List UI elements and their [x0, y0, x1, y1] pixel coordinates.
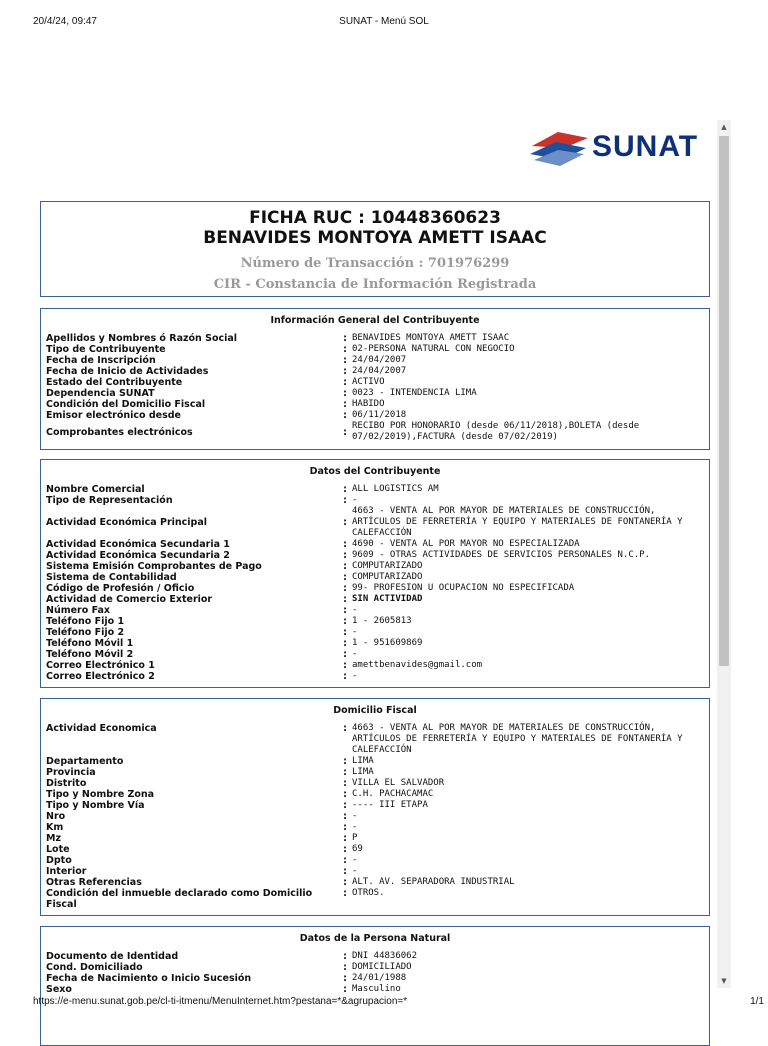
- field-label: Estado del Contribuyente: [46, 377, 183, 388]
- field-row: [46, 833, 704, 844]
- field-label: Actividad Económica Principal: [46, 517, 208, 528]
- field-row: [46, 377, 704, 388]
- field-value: 1 - 951609869: [352, 638, 423, 648]
- field-label: Tipo de Representación: [46, 495, 173, 506]
- field-value: OTROS.: [352, 888, 385, 898]
- field-row: [46, 811, 704, 822]
- field-value: 24/04/2007: [352, 355, 407, 365]
- section-title: Domicilio Fiscal: [333, 705, 417, 716]
- field-value: -: [352, 811, 358, 821]
- field-label: Nombre Comercial: [46, 484, 145, 495]
- field-label: Otras Referencias: [46, 877, 142, 888]
- field-separator: :: [343, 888, 347, 899]
- field-label: Número Fax: [46, 605, 111, 616]
- field-separator: :: [343, 649, 347, 660]
- field-label: Provincia: [46, 767, 96, 778]
- scroll-up-arrow-icon[interactable]: ▲: [721, 123, 727, 131]
- field-value: DOMICILIADO: [352, 962, 412, 972]
- field-label: Apellidos y Nombres ó Razón Social: [46, 333, 238, 344]
- section-title: Información General del Contribuyente: [270, 315, 480, 326]
- field-label: Correo Electrónico 1: [46, 660, 155, 671]
- field-row: [46, 671, 704, 682]
- field-separator: :: [343, 833, 347, 844]
- field-separator: :: [343, 660, 347, 671]
- field-label: Correo Electrónico 2: [46, 671, 155, 682]
- field-row: [46, 550, 704, 561]
- field-value: 02-PERSONA NATURAL CON NEGOCIO: [352, 344, 515, 354]
- field-value: C.H. PACHACAMAC: [352, 789, 434, 799]
- field-label: Distrito: [46, 778, 87, 789]
- field-row: [46, 778, 704, 789]
- field-separator: :: [343, 583, 347, 594]
- field-row: [46, 399, 704, 410]
- field-row: [46, 767, 704, 778]
- field-separator: :: [343, 627, 347, 638]
- field-value: COMPUTARIZADO: [352, 561, 423, 571]
- field-row: [46, 984, 704, 995]
- field-value: 69: [352, 844, 363, 854]
- field-separator: :: [343, 638, 347, 649]
- section-title: Datos de la Persona Natural: [299, 933, 451, 944]
- field-label: Teléfono Fijo 1: [46, 616, 125, 627]
- field-label: Fecha de Inscripción: [46, 355, 156, 366]
- field-separator: :: [343, 410, 347, 421]
- field-label: Tipo y Nombre Zona: [46, 789, 155, 800]
- field-row: [46, 539, 704, 550]
- field-separator: :: [343, 366, 347, 377]
- field-separator: :: [343, 756, 347, 767]
- print-page-number: 1/1: [750, 996, 764, 1007]
- field-separator: :: [343, 426, 347, 438]
- section-persona: [40, 926, 710, 1046]
- field-label: Tipo y Nombre Vía: [46, 800, 145, 811]
- field-row: [46, 627, 704, 638]
- field-value: -: [352, 495, 358, 505]
- field-separator: :: [343, 388, 347, 399]
- transaction-number: Número de Transacción : 701976299: [240, 256, 510, 271]
- field-label: Emisor electrónico desde: [46, 410, 181, 421]
- field-separator: :: [343, 539, 347, 550]
- field-label: Departamento: [46, 756, 124, 767]
- field-separator: :: [343, 984, 347, 995]
- field-label: Actividad Economica: [46, 723, 157, 734]
- field-label: Teléfono Fijo 2: [46, 627, 125, 638]
- field-value: ALT. AV. SEPARADORA INDUSTRIAL: [352, 877, 515, 887]
- field-label: Fecha de Inicio de Actividades: [46, 366, 209, 377]
- field-row: [46, 866, 704, 877]
- print-url: https://e-menu.sunat.gob.pe/cl-ti-itmenu/MenuInternet.htm?pestana=*&agrupacion=*: [33, 996, 408, 1007]
- field-label: Km: [46, 822, 64, 833]
- field-row: [46, 822, 704, 833]
- section-general: [40, 308, 710, 450]
- field-separator: :: [343, 333, 347, 344]
- field-label: Actividad Económica Secundaria 2: [46, 550, 230, 561]
- field-value: -: [352, 866, 358, 876]
- field-row: [46, 366, 704, 377]
- field-label: Actividad de Comercio Exterior: [46, 594, 213, 605]
- field-label: Código de Profesión / Oficio: [46, 583, 195, 594]
- field-row: [46, 605, 704, 616]
- sunat-logo-text: SUNAT: [592, 130, 699, 163]
- field-value: COMPUTARIZADO: [352, 572, 423, 582]
- field-value: amettbenavides@gmail.com: [352, 660, 483, 670]
- field-label: Sexo: [46, 984, 72, 995]
- field-row: [46, 877, 704, 888]
- cir-label: CIR - Constancia de Información Registrada: [213, 277, 537, 292]
- field-row: [46, 506, 704, 539]
- field-label: Comprobantes electrónicos: [46, 426, 193, 438]
- field-separator: :: [343, 572, 347, 583]
- field-separator: :: [343, 399, 347, 410]
- field-separator: :: [343, 616, 347, 627]
- field-row: [46, 616, 704, 627]
- field-value: 4663 - VENTA AL POR MAYOR DE MATERIALES DE CONSTRUCCIÓN, ARTÍCULOS DE FERRETERÍA Y EQUIPO Y MATERIALES DE FONTANERÍA Y CALEFACCIÓN: [352, 506, 683, 538]
- field-separator: :: [343, 800, 347, 811]
- field-label: Dpto: [46, 855, 72, 866]
- document-viewport: [0, 120, 768, 995]
- field-row: [46, 572, 704, 583]
- field-value: 06/11/2018: [352, 410, 407, 420]
- field-separator: :: [343, 855, 347, 866]
- field-row: [46, 495, 704, 506]
- field-value: ACTIVO: [352, 377, 385, 387]
- field-row: [46, 855, 704, 866]
- field-label: Sistema de Contabilidad: [46, 572, 177, 583]
- field-separator: :: [343, 495, 347, 506]
- field-value: 4663 - VENTA AL POR MAYOR DE MATERIALES DE CONSTRUCCIÓN, ARTÍCULOS DE FERRETERÍA Y EQUIPO Y MATERIALES DE FONTANERÍA Y CALEFACCIÓN: [352, 723, 683, 755]
- field-value: LIMA: [352, 756, 374, 766]
- field-value: 99- PROFESION U OCUPACION NO ESPECIFICADA: [352, 583, 575, 593]
- field-row: [46, 649, 704, 660]
- field-label: Teléfono Móvil 2: [46, 649, 134, 660]
- field-row: [46, 756, 704, 767]
- field-separator: :: [343, 355, 347, 366]
- field-value: -: [352, 671, 358, 681]
- field-row: [46, 333, 704, 344]
- field-value: 24/04/2007: [352, 366, 407, 376]
- scroll-down-arrow-icon[interactable]: ▼: [721, 977, 727, 985]
- field-value: VILLA EL SALVADOR: [352, 778, 445, 788]
- print-datetime: 20/4/24, 09:47: [33, 16, 97, 27]
- field-label: Cond. Domiciliado: [46, 962, 143, 973]
- scrollbar[interactable]: [717, 120, 731, 988]
- field-separator: :: [343, 866, 347, 877]
- field-value: SIN ACTIVIDAD: [352, 594, 423, 604]
- field-separator: :: [343, 723, 347, 734]
- field-row: [46, 355, 704, 366]
- field-separator: :: [343, 778, 347, 789]
- ficha-ruc-number: FICHA RUC : 10448360623: [249, 208, 501, 228]
- field-separator: :: [343, 561, 347, 572]
- field-value: -: [352, 605, 358, 615]
- field-value: 4690 - VENTA AL POR MAYOR NO ESPECIALIZADA: [352, 539, 580, 549]
- field-row: [46, 388, 704, 399]
- field-value: LIMA: [352, 767, 374, 777]
- field-row: [46, 800, 704, 811]
- field-label: Nro: [46, 811, 66, 822]
- field-value: 9609 - OTRAS ACTIVIDADES DE SERVICIOS PERSONALES N.C.P.: [352, 550, 651, 560]
- field-label: Tipo de Contribuyente: [46, 344, 166, 355]
- field-separator: :: [343, 517, 347, 528]
- field-row: [46, 973, 704, 984]
- field-label: Condición del Domicilio Fiscal: [46, 399, 206, 410]
- field-label: Teléfono Móvil 1: [46, 638, 134, 649]
- taxpayer-name: BENAVIDES MONTOYA AMETT ISAAC: [203, 228, 547, 248]
- field-row: [46, 638, 704, 649]
- field-separator: :: [343, 767, 347, 778]
- field-value: Masculino: [352, 984, 401, 994]
- field-label: Interior: [46, 866, 87, 877]
- field-separator: :: [343, 484, 347, 495]
- field-separator: :: [343, 344, 347, 355]
- field-label: Actividad Económica Secundaria 1: [46, 539, 230, 550]
- section-datos: [40, 459, 710, 688]
- field-separator: :: [343, 605, 347, 616]
- field-separator: :: [343, 877, 347, 888]
- field-value: 1 - 2605813: [352, 616, 412, 626]
- field-row: [46, 561, 704, 572]
- field-separator: :: [343, 811, 347, 822]
- field-label: Sistema Emisión Comprobantes de Pago: [46, 561, 262, 572]
- field-separator: :: [343, 973, 347, 984]
- field-row: [46, 723, 704, 756]
- field-value: P: [352, 833, 358, 843]
- field-row: [46, 410, 704, 421]
- scrollbar-thumb[interactable]: [719, 136, 729, 666]
- print-title: SUNAT - Menú SOL: [339, 16, 429, 27]
- field-label: Lote: [46, 844, 70, 855]
- field-row: [46, 888, 704, 910]
- field-value: 24/01/1988: [352, 973, 407, 983]
- field-separator: :: [343, 844, 347, 855]
- field-value: BENAVIDES MONTOYA AMETT ISAAC: [352, 333, 510, 343]
- field-row: [46, 951, 704, 962]
- field-label: Dependencia SUNAT: [46, 388, 155, 399]
- field-row: [46, 421, 704, 443]
- field-value: -: [352, 627, 358, 637]
- field-value: ALL LOGISTICS AM: [352, 484, 439, 494]
- field-value: ---- III ETAPA: [352, 800, 428, 810]
- field-value: RECIBO POR HONORARIO (desde 06/11/2018),BOLETA (desde 07/02/2019),FACTURA (desde 07/02/2019): [352, 421, 640, 442]
- field-value: -: [352, 822, 358, 832]
- field-row: [46, 344, 704, 355]
- field-row: [46, 594, 704, 605]
- field-separator: :: [343, 789, 347, 800]
- field-row: [46, 583, 704, 594]
- field-separator: :: [343, 671, 347, 682]
- field-label: Condición del inmueble declarado como Domicilio Fiscal: [46, 888, 313, 910]
- field-row: [46, 962, 704, 973]
- field-row: [46, 484, 704, 495]
- field-row: [46, 660, 704, 671]
- field-label: Mz: [46, 833, 61, 844]
- field-value: 0023 - INTENDENCIA LIMA: [352, 388, 477, 398]
- field-separator: :: [343, 962, 347, 973]
- field-value: -: [352, 855, 358, 865]
- field-value: DNI 44836062: [352, 951, 418, 961]
- field-row: [46, 789, 704, 800]
- field-label: Fecha de Nacimiento o Inicio Sucesión: [46, 973, 252, 984]
- field-separator: :: [343, 594, 347, 605]
- field-separator: :: [343, 377, 347, 388]
- field-separator: :: [343, 951, 347, 962]
- field-value: -: [352, 649, 358, 659]
- field-label: Documento de Identidad: [46, 951, 179, 962]
- field-value: HABIDO: [352, 399, 385, 409]
- field-row: [46, 844, 704, 855]
- field-separator: :: [343, 822, 347, 833]
- section-domicilio: [40, 698, 710, 916]
- section-title: Datos del Contribuyente: [309, 466, 441, 477]
- field-separator: :: [343, 550, 347, 561]
